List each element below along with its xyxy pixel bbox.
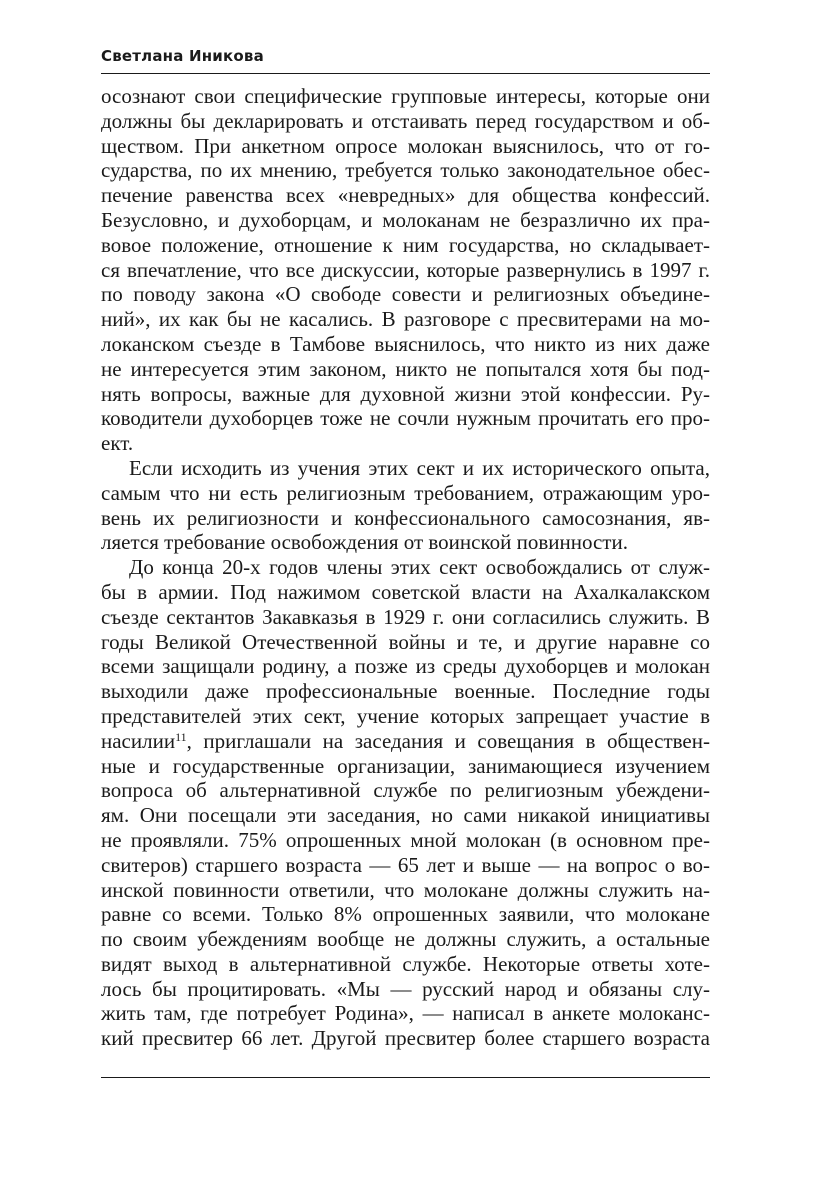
text-line: ям. Они посещали эти заседания, но сами никакой инициативы (101, 803, 710, 828)
text-line: ководители духоборцев тоже не сочли нужным прочитать его про- (101, 406, 710, 431)
text-line: локанском съезде в Тамбове выяснилось, что никто из них даже (101, 331, 710, 356)
header-rule (101, 73, 710, 74)
footer-rule (101, 1077, 710, 1078)
text-line: видят выход в альтернативной службе. Некоторые ответы хоте- (101, 951, 710, 976)
text-line: по поводу закона «О свободе совести и религиозных объедине- (101, 282, 710, 307)
text-line: сударства, по их мнению, требуется только законодательное обес- (101, 158, 710, 183)
text-line: вовое положение, отношение к ним государства, но складывает- (101, 232, 710, 257)
text-line: осознают свои специфические групповые интересы, которые они (101, 84, 710, 108)
text-line: Если исходить из учения этих сект и их исторического опыта, (129, 455, 710, 480)
running-head-author: Светлана Иникова (101, 47, 264, 65)
text-line: жить там, где потребует Родина», — написал в анкете молоканс- (101, 1001, 710, 1026)
text-line: выходили даже профессиональные военные. Последние годы (101, 679, 710, 704)
text-line: годы Великой Отечественной войны и те, и другие наравне со (101, 629, 710, 654)
text-line: представителей этих сект, учение которых запрещает участие в (101, 703, 710, 728)
text-line: не проявляли. 75% опрошенных мной молокан (в основном пре- (101, 827, 710, 852)
footnote-marker: 11 (175, 729, 187, 744)
text-line: лось бы процитировать. «Мы — русский народ и обязаны слу- (101, 976, 710, 1001)
text-line: Безусловно, и духоборцам, и молоканам не безразлично их пра- (101, 207, 710, 232)
text-line: по своим убеждениям вообще не должны служить, а остальные (101, 927, 710, 952)
text-line: кий пресвитер 66 лет. Другой пресвитер более старшего возраста (101, 1026, 710, 1051)
text-line: всеми защищали родину, а позже из среды духоборцев и молокан (101, 654, 710, 679)
text-line: равне со всеми. Только 8% опрошенных заявили, что молокане (101, 902, 710, 927)
text-line: вень их религиозности и конфессионального самосознания, яв- (101, 505, 710, 530)
text-line: самым что ни есть религиозным требованием, отражающим уро- (101, 480, 710, 505)
text-line: нять вопросы, важные для духовной жизни этой конфессии. Ру- (101, 381, 710, 406)
text-line: ществом. При анкетном опросе молокан выяснилось, что от го- (101, 133, 710, 158)
text-line: свитеров) старшего возраста — 65 лет и выше — на вопрос о во- (101, 852, 710, 877)
text-line: ся впечатление, что все дискуссии, которые развернулись в 1997 г. (101, 257, 710, 282)
text-line: бы в армии. Под нажимом советской власти на Ахалкалакском (101, 579, 710, 604)
text-line: съезде сектантов Закавказья в 1929 г. они согласились служить. В (101, 604, 710, 629)
text-line (101, 729, 710, 754)
text-line: ект. (101, 431, 134, 456)
text-line: До конца 20-х годов члены этих сект освобождались от служ- (129, 555, 710, 580)
text-line: печение равенства всех «невредных» для общества конфессий. (101, 183, 710, 208)
text-line: не интересуется этим законом, никто не попытался хотя бы под- (101, 356, 710, 381)
text-line: вопроса об альтернативной службе по религиозным убеждени- (101, 778, 710, 803)
text-run: , приглашали на заседания и совещания в обществен- (186, 728, 710, 753)
body-text (101, 84, 710, 1051)
text-line: ные и государственные организации, занимающиеся изучением (101, 753, 710, 778)
text-line: инской повинности ответили, что молокане должны служить на- (101, 877, 710, 902)
text-line: ляется требование освобождения от воинской повинности. (101, 530, 628, 555)
text-line: ний», их как бы не касались. В разговоре с пресвитерами на мо- (101, 307, 710, 332)
text-run: насилии (101, 728, 176, 753)
text-line: должны бы декларировать и отстаивать перед государством и об- (101, 108, 710, 133)
